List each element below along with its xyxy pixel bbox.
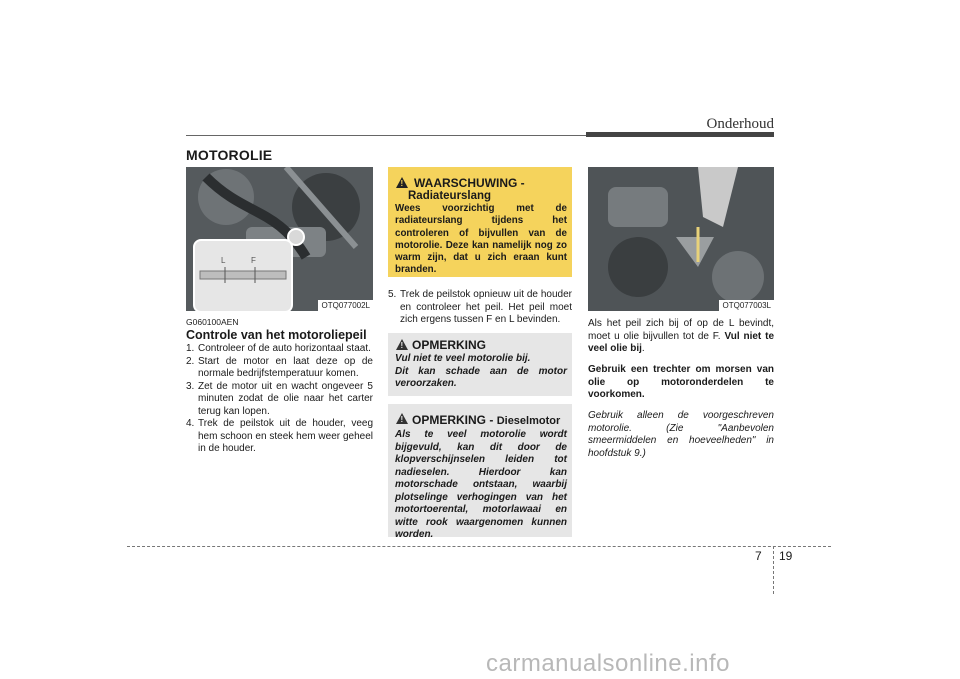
subsection-title: Controle van het motoroliepeil bbox=[186, 328, 367, 342]
list-item: 4. Trek de peilstok uit de houder, veeg hem schoon en steek hem weer geheel in de houder. bbox=[186, 418, 373, 454]
running-header: Onderhoud bbox=[706, 116, 774, 132]
diesel-note-text: Als te veel motorolie wordt bijgevuld, kan dit door de klopverschijnselen leiden tot nadieselen. Hierdoor kan motorschade ontstaan, waarbij plotselinge verhogingen van het motortoerental, motorlawaai en witte rook waargenomen kunnen worden. bbox=[395, 429, 567, 540]
dipstick-photo bbox=[186, 167, 373, 311]
funnel-paragraph: Gebruik een trechter om morsen van olie op motoronderdelen te voorkomen. bbox=[588, 364, 774, 400]
section-title: MOTOROLIE bbox=[186, 147, 273, 163]
header-rule-accent bbox=[586, 132, 774, 137]
diesel-note-box bbox=[388, 404, 572, 540]
photo-code: OTQ077003L bbox=[719, 300, 774, 311]
dipstick-inset bbox=[193, 239, 293, 311]
steps-list bbox=[186, 343, 373, 456]
engine-funnel-illustration bbox=[588, 167, 774, 311]
note-icon: ! bbox=[396, 339, 408, 350]
list-item: 2. Start de motor en laat deze op de normale bedrijfstemperatuur komen. bbox=[186, 355, 373, 379]
oil-spec-paragraph: Gebruik alleen de voorgeschreven motorolie. (Zie "Aanbevolen smeermiddelen en hoeveelheden" in hoofdstuk 9.) bbox=[588, 410, 774, 459]
warning-subtitle: Radiateurslang bbox=[408, 190, 492, 202]
warning-text: Wees voorzichtig met de radiateurslang tijdens het controleren of bijvullen van de motorolie. Deze kan namelijk nog zo warm zijn, dat u zich eraan kunt branden. bbox=[395, 203, 567, 276]
level-f-label: F bbox=[251, 256, 256, 265]
note-box bbox=[388, 333, 572, 396]
steps-list-continued bbox=[388, 289, 572, 327]
note-icon: ! bbox=[396, 413, 408, 424]
watermark: carmanualsonline.info bbox=[486, 650, 730, 677]
page-number: 19 bbox=[779, 549, 793, 563]
list-item: 3. Zet de motor uit en wacht ongeveer 5 minuten zodat de olie naar het carter terug kan lopen. bbox=[186, 380, 373, 417]
chapter-number: 7 bbox=[755, 549, 762, 563]
funnel-photo bbox=[588, 167, 774, 311]
warning-icon: ! bbox=[396, 177, 408, 188]
footer-rule-vertical bbox=[773, 546, 774, 594]
refill-paragraph: Als het peil zich bij of op de L bevindt, moet u olie bijvullen tot de F. Vul niet te veel olie bij. bbox=[588, 318, 775, 354]
note-text: Vul niet te veel motorolie bij. Dit kan schade aan de motor veroorzaken. bbox=[395, 353, 567, 389]
list-item: 5. Trek de peilstok opnieuw uit de houder en controleer het peil. Het peil moet zich ergens tussen F en L bevinden. bbox=[388, 289, 572, 325]
note-title: OPMERKING bbox=[412, 338, 487, 352]
level-l-label: L bbox=[221, 256, 226, 265]
photo-code: OTQ077002L bbox=[318, 300, 373, 311]
document-code: G060100AEN bbox=[186, 317, 239, 327]
warning-box bbox=[388, 167, 572, 277]
list-item: 1. Controleer of de auto horizontaal staat. bbox=[186, 343, 371, 354]
footer-rule bbox=[127, 546, 831, 547]
diesel-note-title: OPMERKING - Dieselmotor bbox=[412, 413, 561, 427]
dipstick-icon bbox=[195, 241, 291, 311]
warning-title: WAARSCHUWING - bbox=[414, 176, 525, 190]
